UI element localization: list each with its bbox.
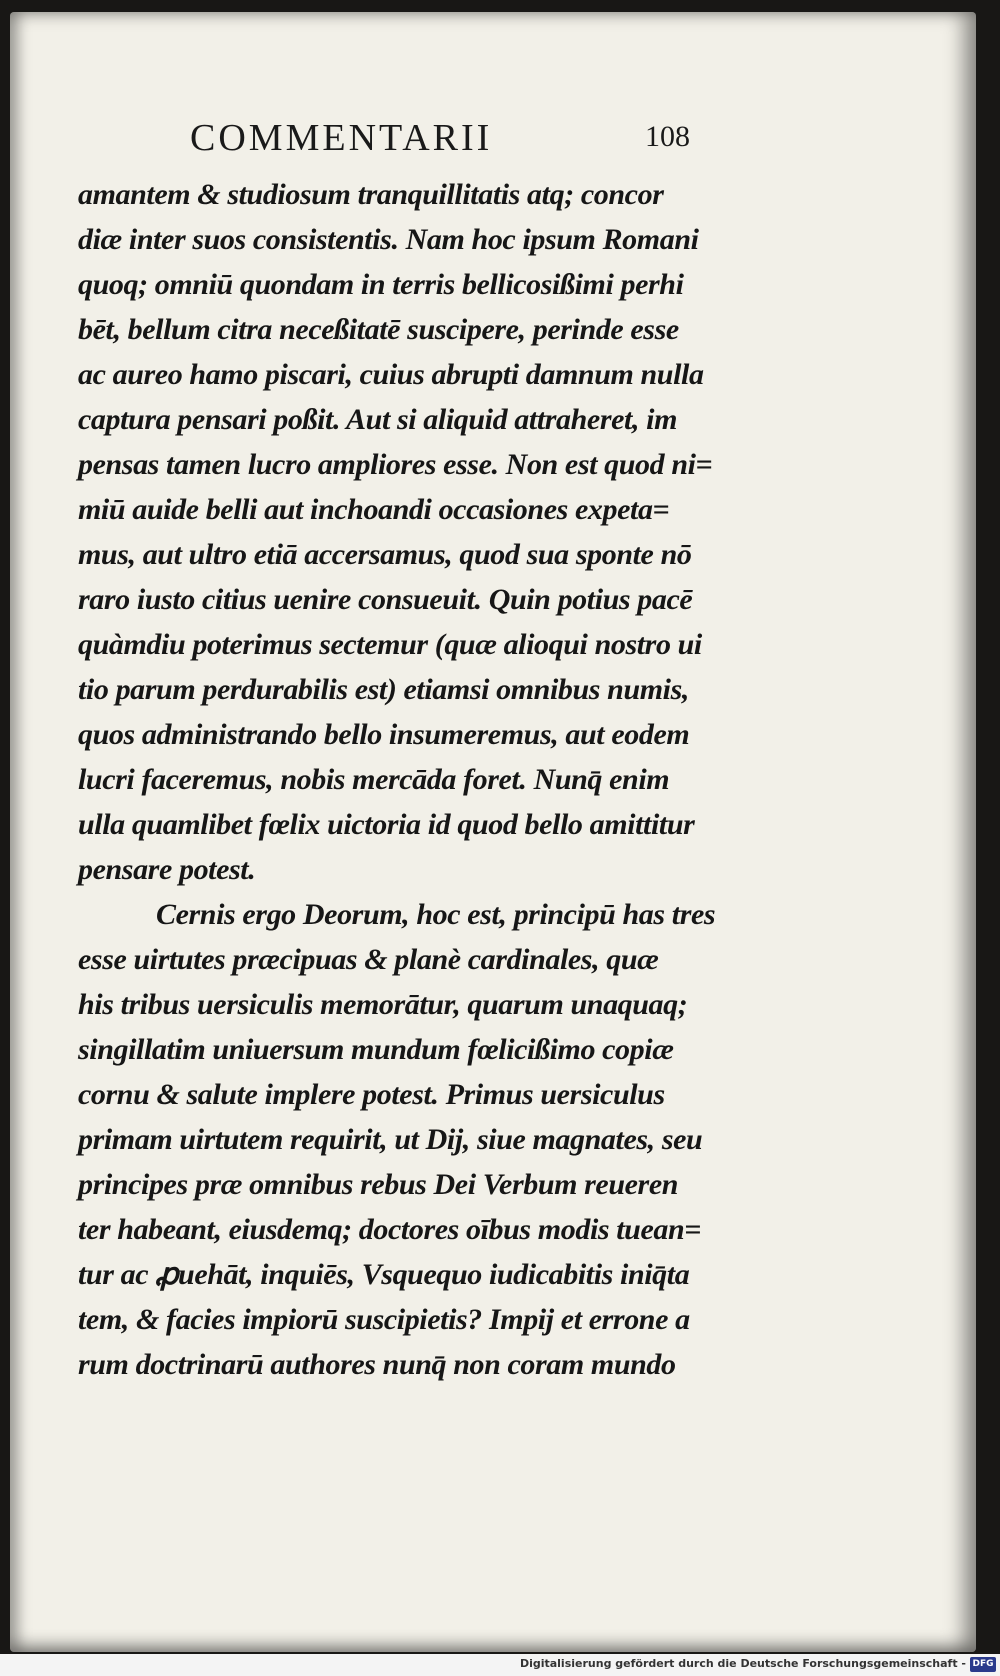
text-line: quoq; omniū quondam in terris bellicosißimi perhi — [78, 268, 684, 301]
text-line: pensas tamen lucro ampliores esse. Non est quod ni= — [78, 448, 713, 481]
page-number: 108 — [645, 120, 690, 153]
body-text — [78, 172, 778, 1387]
text-line: cornu & salute implere potest. Primus uersiculus — [78, 1078, 665, 1111]
text-line: pensare potest. — [78, 853, 256, 886]
text-line: raro iusto citius uenire consueuit. Quin potius pacē — [78, 583, 693, 616]
text-line: tio parum perdurabilis est) etiamsi omnibus numis, — [78, 673, 689, 706]
text-line: ac aureo hamo piscari, cuius abrupti damnum nulla — [78, 358, 704, 391]
text-line: quàmdiu poterimus sectemur (quæ alioqui nostro ui — [78, 628, 702, 661]
text-line: captura pensari poßit. Aut si aliquid attraheret, im — [78, 403, 678, 436]
text-line: diæ inter suos consistentis. Nam hoc ipsum Romani — [78, 223, 699, 256]
digitization-footer — [0, 1654, 1000, 1676]
text-line: ter habeant, eiusdemq; doctores oībus modis tuean= — [78, 1213, 701, 1246]
text-line: esse uirtutes præcipuas & planè cardinales, quæ — [78, 943, 659, 976]
book-page — [10, 12, 976, 1652]
text-line: lucri faceremus, nobis mercāda foret. Nunq̄ enim — [78, 763, 670, 796]
footer-credit: Digitalisierung gefördert durch die Deutsche Forschungsgemeinschaft - — [519, 1657, 966, 1670]
text-line: bēt, bellum citra neceßitatē suscipere, perinde esse — [78, 313, 679, 346]
text-line: his tribus uersiculis memorātur, quarum unaquaq; — [78, 988, 688, 1021]
text-line: singillatim uniuersum mundum fœlicißimo copiæ — [78, 1033, 674, 1066]
text-line: Cernis ergo Deorum, hoc est, principū has tres — [156, 898, 716, 931]
text-line: tur ac ꝓuehāt, inquiēs, Vsquequo iudicabitis iniq̄ta — [78, 1258, 690, 1291]
text-line: primam uirtutem requirit, ut Dij, siue magnates, seu — [78, 1123, 703, 1156]
text-line: quos administrando bello insumeremus, aut eodem — [78, 718, 690, 751]
text-line: amantem & studiosum tranquillitatis atq; concor — [78, 178, 664, 211]
dfg-logo: DFG — [970, 1657, 996, 1672]
text-line: mus, aut ultro etiā accersamus, quod sua sponte nō — [78, 538, 692, 571]
text-line: tem, & facies impiorū suscipietis? Impij et errone a — [78, 1303, 690, 1336]
text-line: rum doctrinarū authores nunq̄ non coram mundo — [78, 1348, 676, 1381]
text-line: ulla quamlibet fœlix uictoria id quod bello amittitur — [78, 808, 695, 841]
text-line: principes præ omnibus rebus Dei Verbum reueren — [78, 1168, 679, 1201]
text-line: miū auide belli aut inchoandi occasiones expeta= — [78, 493, 670, 526]
running-title: COMMENTARII — [190, 117, 493, 159]
